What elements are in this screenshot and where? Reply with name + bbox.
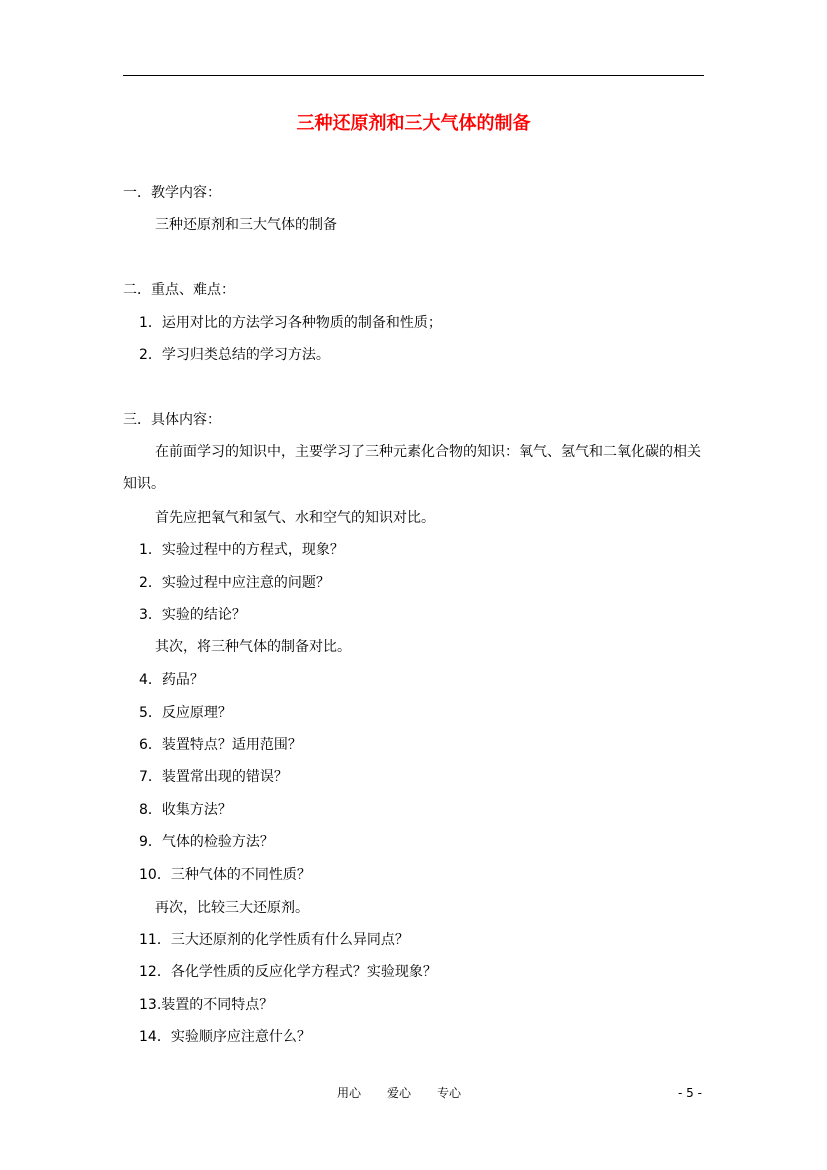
document-title: 三种还原剂和三大气体的制备	[296, 113, 531, 134]
list-item: 13.装置的不同特点？	[139, 997, 274, 1013]
list-item: 12．各化学性质的反应化学方程式？实验现象？	[139, 964, 437, 980]
list-item: 5．反应原理？	[139, 705, 232, 721]
list-item: 9．气体的检验方法？	[139, 834, 274, 850]
section-heading-3: 三．具体内容：	[123, 412, 221, 428]
page-number: - 5 -	[678, 1086, 702, 1100]
footer-motto-3: 专心	[437, 1086, 462, 1100]
list-item: 8．收集方法？	[139, 802, 232, 818]
intro-paragraph: 在前面学习的知识中，主要学习了三种元素化合物的知识：氧气、氢气和二氧化碳的相关知识。	[123, 444, 701, 492]
list-item: 2．学习归类总结的学习方法。	[139, 347, 330, 363]
subsection-lead: 再次，比较三大还原剂。	[155, 900, 309, 916]
list-item: 6．装置特点？适用范围？	[139, 737, 302, 753]
list-item: 14．实验顺序应注意什么？	[139, 1029, 311, 1045]
header-rule	[123, 75, 704, 76]
list-item: 10．三种气体的不同性质？	[139, 867, 311, 883]
footer-motto-1: 用心	[337, 1086, 362, 1100]
list-item: 1．实验过程中的方程式，现象？	[139, 542, 344, 558]
list-item: 4．药品？	[139, 672, 204, 688]
section-heading-1: 一．教学内容：	[123, 185, 221, 201]
list-item: 3．实验的结论？	[139, 607, 246, 623]
subsection-lead: 其次，将三种气体的制备对比。	[155, 639, 351, 655]
list-item: 11．三大还原剂的化学性质有什么异同点？	[139, 932, 409, 948]
list-item: 2．实验过程中应注意的问题？	[139, 575, 330, 591]
section-heading-2: 二．重点、难点：	[123, 282, 235, 298]
section-body-1: 三种还原剂和三大气体的制备	[155, 217, 337, 233]
list-item: 1．运用对比的方法学习各种物质的制备和性质；	[139, 315, 442, 331]
subsection-lead: 首先应把氧气和氢气、水和空气的知识对比。	[155, 510, 435, 526]
list-item: 7．装置常出现的错误？	[139, 769, 288, 785]
footer-motto-2: 爱心	[387, 1086, 412, 1100]
